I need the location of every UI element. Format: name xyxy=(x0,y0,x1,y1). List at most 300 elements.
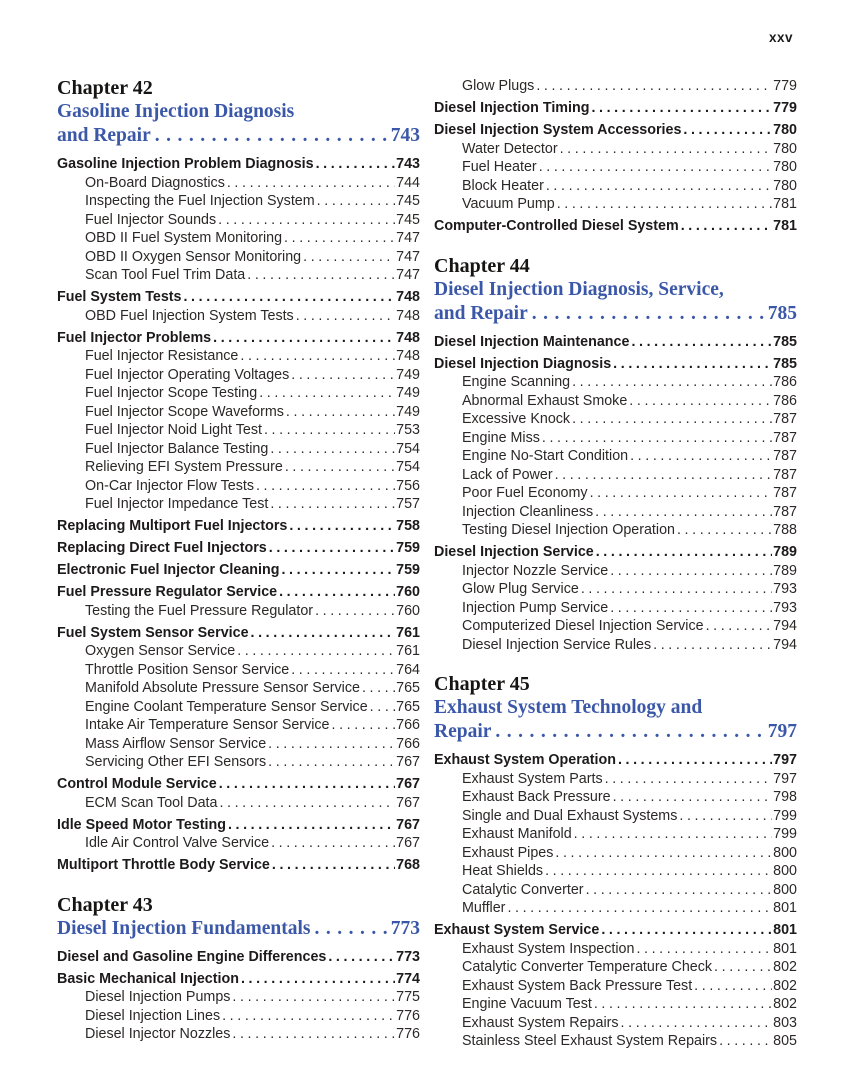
entry-page-number: 775 xyxy=(396,989,420,1005)
entry-page-number: 797 xyxy=(773,752,797,768)
dot-leader xyxy=(289,661,395,680)
dot-leader xyxy=(368,698,395,717)
chapter-title-text: Diesel Injection Fundamentals xyxy=(57,917,311,939)
entry-page-number: 781 xyxy=(773,196,797,212)
entry-page-number: 776 xyxy=(396,1007,420,1024)
entry-label: Idle Air Control Valve Service xyxy=(85,835,270,851)
toc-entry-sub xyxy=(57,834,420,853)
chapter-title-line xyxy=(57,917,420,941)
entry-label: On-Board Diagnostics xyxy=(85,174,225,191)
dot-leader xyxy=(692,977,772,996)
dot-leader xyxy=(239,970,395,989)
dot-leader xyxy=(270,856,395,875)
entry-page-number: 744 xyxy=(396,174,420,191)
dot-leader xyxy=(268,440,395,459)
dot-leader xyxy=(543,862,772,881)
dot-leader xyxy=(712,958,772,977)
dot-leader xyxy=(593,503,772,522)
toc-entry-sub xyxy=(434,503,797,522)
toc-entry-sub xyxy=(434,195,797,214)
toc-entry-sub xyxy=(434,862,797,881)
toc-entry-sub xyxy=(57,440,420,459)
entry-label: Testing Diesel Injection Operation xyxy=(462,522,675,538)
entry-label: Manifold Absolute Pressure Sensor Service xyxy=(85,680,360,696)
toc-entry-section xyxy=(57,856,420,875)
dot-leader xyxy=(634,940,772,959)
toc-entry-sub xyxy=(434,899,797,918)
toc-entry-section xyxy=(57,539,420,558)
toc-entry-sub xyxy=(57,266,420,285)
entry-page-number: 765 xyxy=(396,680,420,696)
dot-leader xyxy=(245,266,395,285)
toc-entry-section xyxy=(434,355,797,374)
entry-label: Diesel Injection Lines xyxy=(85,1007,221,1024)
entry-page-number: 798 xyxy=(773,789,797,805)
entry-label: Poor Fuel Economy xyxy=(462,485,588,501)
entry-page-number: 748 xyxy=(396,307,420,324)
toc-entry-sub xyxy=(434,429,797,448)
toc-entry-section xyxy=(57,775,420,794)
chapter-title-text: and Repair xyxy=(57,125,151,146)
entry-label: Fuel Pressure Regulator Service xyxy=(57,584,278,600)
entry-page-number: 745 xyxy=(396,193,420,209)
dot-leader xyxy=(262,421,395,440)
entry-page-number: 800 xyxy=(773,881,797,898)
entry-page-number: 803 xyxy=(773,1014,797,1031)
entry-page-number: 780 xyxy=(773,159,797,175)
dot-leader xyxy=(282,229,395,248)
dot-leader xyxy=(257,384,395,403)
dot-leader xyxy=(217,794,395,813)
toc-entry-sub xyxy=(434,636,797,655)
entry-label: Engine Miss xyxy=(462,429,540,446)
toc-entry-section xyxy=(57,948,420,967)
dot-leader xyxy=(360,679,395,698)
chapter-title-line: Diesel Injection Diagnosis, Service, xyxy=(434,278,724,300)
toc-entry-section xyxy=(57,561,420,580)
dot-leader xyxy=(230,1025,395,1044)
entry-label: Diesel Injection System Accessories xyxy=(434,122,682,138)
toc-entry-sub xyxy=(57,794,420,813)
dot-leader xyxy=(313,602,395,621)
chapter-block xyxy=(434,255,797,326)
toc-entry-sub xyxy=(434,881,797,900)
dot-leader xyxy=(151,124,388,148)
entry-page-number: 793 xyxy=(773,599,797,616)
entry-label: Basic Mechanical Injection xyxy=(57,970,239,987)
entry-page-number: 760 xyxy=(396,602,420,619)
toc-entry-sub xyxy=(57,642,420,661)
entry-label: Diesel Injection Diagnosis xyxy=(434,355,612,372)
dot-leader xyxy=(314,155,396,174)
entry-page-number: 767 xyxy=(396,794,420,811)
dot-leader xyxy=(330,716,396,735)
toc-column-right xyxy=(434,77,797,1051)
dot-leader xyxy=(579,580,772,599)
chapter-number-heading: Chapter 45 xyxy=(434,673,530,695)
entry-label: Throttle Position Sensor Service xyxy=(85,661,290,678)
entry-page-number: 759 xyxy=(396,540,420,556)
entry-page-number: 787 xyxy=(773,448,797,464)
chapter-block xyxy=(434,673,797,744)
entry-label: Exhaust System Parts xyxy=(462,770,603,787)
entry-page-number: 767 xyxy=(396,776,420,792)
entry-label: Exhaust System Inspection xyxy=(462,940,635,957)
dot-leader xyxy=(326,948,395,967)
dot-leader xyxy=(589,99,772,118)
entry-page-number: 801 xyxy=(773,900,797,916)
chapter-number-heading: Chapter 43 xyxy=(57,893,153,916)
entry-label: OBD II Fuel System Monitoring xyxy=(85,230,283,246)
entry-label: Fuel Injector Resistance xyxy=(85,348,239,364)
entry-label: Fuel Injector Balance Testing xyxy=(85,440,269,457)
toc-entry-sub xyxy=(434,958,797,977)
entry-label: Engine Scanning xyxy=(462,374,571,390)
dot-leader xyxy=(217,775,395,794)
entry-label: Heat Shields xyxy=(462,863,544,879)
toc-entry-sub xyxy=(434,825,797,844)
toc-entry-sub xyxy=(434,140,797,159)
entry-page-number: 787 xyxy=(773,429,797,446)
entry-page-number: 767 xyxy=(396,835,420,851)
dot-leader xyxy=(268,495,395,514)
dot-leader xyxy=(315,192,395,211)
entry-label: Fuel Injector Problems xyxy=(57,329,212,346)
toc-entry-sub xyxy=(57,735,420,754)
entry-page-number: 753 xyxy=(396,422,420,438)
entry-label: Fuel System Sensor Service xyxy=(57,624,249,641)
entry-page-number: 779 xyxy=(773,100,797,116)
entry-label: Relieving EFI System Pressure xyxy=(85,459,283,475)
toc-entry-sub xyxy=(57,384,420,403)
entry-page-number: 801 xyxy=(773,922,797,938)
entry-page-number: 805 xyxy=(773,1033,797,1049)
entry-page-number: 759 xyxy=(396,562,420,578)
entry-page-number: 802 xyxy=(773,977,797,994)
entry-page-number: 780 xyxy=(773,177,797,194)
entry-page-number: 800 xyxy=(773,863,797,879)
dot-leader xyxy=(537,158,772,177)
entry-page-number: 779 xyxy=(773,78,797,94)
dot-leader xyxy=(627,392,772,411)
chapter-title-line xyxy=(434,302,797,326)
entry-label: Diesel Injection Timing xyxy=(434,100,590,116)
dot-leader xyxy=(266,753,395,772)
entry-label: Replacing Direct Fuel Injectors xyxy=(57,540,267,556)
toc-entry-sub xyxy=(57,307,420,326)
entry-label: Abnormal Exhaust Smoke xyxy=(462,392,628,409)
chapter-number-heading: Chapter 42 xyxy=(57,77,153,99)
entry-label: OBD Fuel Injection System Tests xyxy=(85,307,294,324)
dot-leader xyxy=(704,617,773,636)
page-corner-number: xxv xyxy=(768,30,793,45)
toc-entry-sub xyxy=(57,716,420,735)
entry-page-number: 761 xyxy=(396,624,420,641)
entry-label: Fuel Heater xyxy=(462,159,537,175)
dot-leader xyxy=(717,1032,772,1051)
dot-leader xyxy=(289,366,395,385)
entry-label: Exhaust Pipes xyxy=(462,844,554,861)
entry-page-number: 748 xyxy=(396,329,420,346)
toc-entry-sub xyxy=(57,192,420,211)
entry-page-number: 797 xyxy=(773,770,797,787)
entry-page-number: 799 xyxy=(773,807,797,824)
entry-label: Engine No-Start Condition xyxy=(462,448,629,464)
entry-page-number: 747 xyxy=(396,267,420,283)
dot-leader xyxy=(254,477,395,496)
entry-page-number: 788 xyxy=(773,522,797,538)
dot-leader xyxy=(584,881,773,900)
dot-leader xyxy=(629,333,772,352)
toc-entry-sub xyxy=(434,410,797,429)
entry-label: Diesel Injection Service Rules xyxy=(462,636,652,653)
entry-label: Exhaust System Repairs xyxy=(462,1014,619,1031)
entry-label: Oxygen Sensor Service xyxy=(85,643,236,659)
entry-label: Diesel Injector Nozzles xyxy=(85,1026,231,1042)
toc-entry-section xyxy=(57,970,420,989)
dot-leader xyxy=(249,624,396,643)
entry-label: Glow Plugs xyxy=(462,78,535,94)
dot-leader xyxy=(651,636,772,655)
entry-page-number: 787 xyxy=(773,485,797,501)
entry-label: Stainless Steel Exhaust System Repairs xyxy=(462,1033,718,1049)
dot-leader xyxy=(230,988,395,1007)
toc-entry-sub xyxy=(57,753,420,772)
dot-leader xyxy=(235,642,395,661)
dot-leader xyxy=(220,1007,395,1026)
entry-label: Catalytic Converter Temperature Check xyxy=(462,959,713,975)
entry-page-number: 767 xyxy=(396,816,420,833)
dot-leader xyxy=(301,248,395,267)
dot-leader xyxy=(675,521,772,540)
dot-leader xyxy=(181,288,395,307)
toc-entry-sub xyxy=(434,392,797,411)
entry-label: Computerized Diesel Injection Service xyxy=(462,618,704,634)
toc-entry-section xyxy=(57,624,420,643)
entry-label: Multiport Throttle Body Service xyxy=(57,857,270,873)
entry-label: Servicing Other EFI Sensors xyxy=(85,754,267,770)
entry-page-number: 754 xyxy=(396,459,420,475)
entry-page-number: 786 xyxy=(773,374,797,390)
entry-page-number: 745 xyxy=(396,211,420,228)
dot-leader xyxy=(283,458,395,477)
entry-page-number: 776 xyxy=(396,1026,420,1042)
dot-leader xyxy=(592,995,772,1014)
dot-leader xyxy=(267,539,395,558)
toc-entry-section xyxy=(57,583,420,602)
dot-leader xyxy=(505,899,772,918)
dot-leader xyxy=(226,816,395,835)
toc-entry-sub xyxy=(57,174,420,193)
dot-leader xyxy=(211,329,395,348)
entry-label: Injection Pump Service xyxy=(462,599,609,616)
dot-leader xyxy=(284,403,395,422)
entry-label: Exhaust System Back Pressure Test xyxy=(462,977,693,994)
entry-page-number: 766 xyxy=(396,735,420,752)
entry-page-number: 799 xyxy=(773,826,797,842)
toc-columns xyxy=(57,77,795,1051)
toc-entry-sub xyxy=(434,770,797,789)
toc-entry-sub xyxy=(434,940,797,959)
entry-label: Muffler xyxy=(462,900,506,916)
dot-leader xyxy=(570,410,772,429)
entry-page-number: 756 xyxy=(396,477,420,494)
entry-page-number: 748 xyxy=(396,289,420,305)
entry-label: Fuel Injector Operating Voltages xyxy=(85,366,290,383)
dot-leader xyxy=(277,583,395,602)
entry-label: Fuel Injector Impedance Test xyxy=(85,496,269,512)
dot-leader xyxy=(238,347,395,366)
toc-entry-sub xyxy=(434,977,797,996)
entry-page-number: 758 xyxy=(396,518,420,534)
toc-entry-sub xyxy=(434,995,797,1014)
dot-leader xyxy=(528,302,765,326)
toc-entry-sub xyxy=(434,580,797,599)
dot-leader xyxy=(681,121,772,140)
dot-leader xyxy=(534,77,772,96)
entry-page-number: 780 xyxy=(773,140,797,157)
toc-entry-sub xyxy=(434,599,797,618)
entry-page-number: 786 xyxy=(773,392,797,409)
entry-label: Lack of Power xyxy=(462,466,553,483)
toc-entry-sub xyxy=(434,617,797,636)
toc-entry-section xyxy=(57,155,420,174)
entry-label: Gasoline Injection Problem Diagnosis xyxy=(57,156,314,172)
dot-leader xyxy=(608,562,772,581)
chapter-title-text: and Repair xyxy=(434,302,528,324)
dot-leader xyxy=(544,177,772,196)
dot-leader xyxy=(616,751,772,770)
entry-page-number: 794 xyxy=(773,618,797,634)
dot-leader xyxy=(266,735,395,754)
entry-label: Electronic Fuel Injector Cleaning xyxy=(57,562,280,578)
toc-entry-sub xyxy=(57,211,420,230)
toc-entry-sub xyxy=(57,458,420,477)
toc-entry-sub xyxy=(57,229,420,248)
entry-label: OBD II Oxygen Sensor Monitoring xyxy=(85,248,302,265)
entry-page-number: 743 xyxy=(396,156,420,172)
entry-label: Computer-Controlled Diesel System xyxy=(434,218,679,234)
entry-page-number: 747 xyxy=(396,248,420,265)
entry-label: Diesel Injection Maintenance xyxy=(434,333,630,350)
entry-page-number: 749 xyxy=(396,385,420,401)
dot-leader xyxy=(558,140,773,159)
dot-leader xyxy=(611,788,773,807)
toc-entry-sub xyxy=(434,521,797,540)
entry-page-number: 748 xyxy=(396,348,420,364)
entry-page-number: 793 xyxy=(773,581,797,597)
toc-entry-sub xyxy=(434,158,797,177)
entry-page-number: 749 xyxy=(396,403,420,420)
toc-entry-sub xyxy=(57,698,420,717)
toc-entry-sub xyxy=(434,788,797,807)
entry-page-number: 773 xyxy=(396,948,420,965)
entry-page-number: 747 xyxy=(396,230,420,246)
entry-label: Catalytic Converter xyxy=(462,881,584,898)
entry-label: Excessive Knock xyxy=(462,411,571,427)
entry-label: On-Car Injector Flow Tests xyxy=(85,477,254,494)
toc-entry-sub xyxy=(434,1032,797,1051)
dot-leader xyxy=(570,373,772,392)
toc-entry-sub xyxy=(434,844,797,863)
entry-label: Fuel Injector Noid Light Test xyxy=(85,422,262,438)
entry-page-number: 802 xyxy=(773,996,797,1012)
toc-entry-section xyxy=(434,921,797,940)
chapter-block xyxy=(57,77,420,148)
dot-leader xyxy=(540,429,772,448)
toc-entry-sub xyxy=(57,248,420,267)
entry-page-number: 800 xyxy=(773,844,797,861)
entry-label: ECM Scan Tool Data xyxy=(85,794,218,811)
toc-entry-sub xyxy=(434,466,797,485)
toc-entry-section xyxy=(434,543,797,562)
dot-leader xyxy=(608,599,772,618)
toc-entry-section xyxy=(57,816,420,835)
toc-entry-sub xyxy=(434,373,797,392)
entry-label: Inspecting the Fuel Injection System xyxy=(85,193,315,209)
toc-entry-sub xyxy=(57,602,420,621)
entry-page-number: 789 xyxy=(773,544,797,560)
chapter-page-number: 743 xyxy=(390,125,420,146)
dot-leader xyxy=(628,447,772,466)
toc-entry-sub xyxy=(57,679,420,698)
toc-entry-sub xyxy=(57,403,420,422)
chapter-page-number: 785 xyxy=(767,302,797,324)
toc-entry-section xyxy=(57,288,420,307)
toc-entry-sub xyxy=(57,988,420,1007)
chapter-number-heading: Chapter 44 xyxy=(434,254,530,277)
entry-label: Injector Nozzle Service xyxy=(462,562,609,579)
entry-page-number: 801 xyxy=(773,940,797,957)
entry-label: Mass Airflow Sensor Service xyxy=(85,735,267,752)
entry-page-number: 765 xyxy=(396,698,420,715)
toc-entry-section xyxy=(434,99,797,118)
dot-leader xyxy=(603,770,773,789)
toc-entry-sub xyxy=(57,347,420,366)
entry-page-number: 789 xyxy=(773,562,797,579)
entry-page-number: 785 xyxy=(773,355,797,372)
toc-entry-sub xyxy=(434,77,797,96)
toc-entry-sub xyxy=(434,177,797,196)
entry-page-number: 754 xyxy=(396,440,420,457)
toc-entry-sub xyxy=(57,1007,420,1026)
toc-entry-sub xyxy=(434,447,797,466)
dot-leader xyxy=(294,307,395,326)
dot-leader xyxy=(619,1014,773,1033)
chapter-title-line: Gasoline Injection Diagnosis xyxy=(57,101,295,122)
toc-entry-sub xyxy=(434,1014,797,1033)
toc-entry-sub xyxy=(57,366,420,385)
entry-label: Injection Cleanliness xyxy=(462,503,594,520)
toc-entry-sub xyxy=(434,807,797,826)
entry-label: Fuel System Tests xyxy=(57,289,182,305)
dot-leader xyxy=(679,217,772,236)
chapter-page-number: 773 xyxy=(390,917,420,939)
toc-entry-sub xyxy=(57,661,420,680)
toc-entry-section xyxy=(57,517,420,536)
dot-leader xyxy=(572,825,772,844)
entry-label: Engine Vacuum Test xyxy=(462,996,592,1012)
entry-page-number: 761 xyxy=(396,643,420,659)
entry-label: Exhaust Back Pressure xyxy=(462,789,611,805)
entry-page-number: 760 xyxy=(396,584,420,600)
entry-label: Fuel Injector Scope Waveforms xyxy=(85,403,284,420)
dot-leader xyxy=(216,211,395,230)
entry-label: Exhaust System Operation xyxy=(434,752,616,768)
entry-label: Single and Dual Exhaust Systems xyxy=(462,807,678,824)
entry-page-number: 787 xyxy=(773,503,797,520)
dot-leader xyxy=(594,543,772,562)
